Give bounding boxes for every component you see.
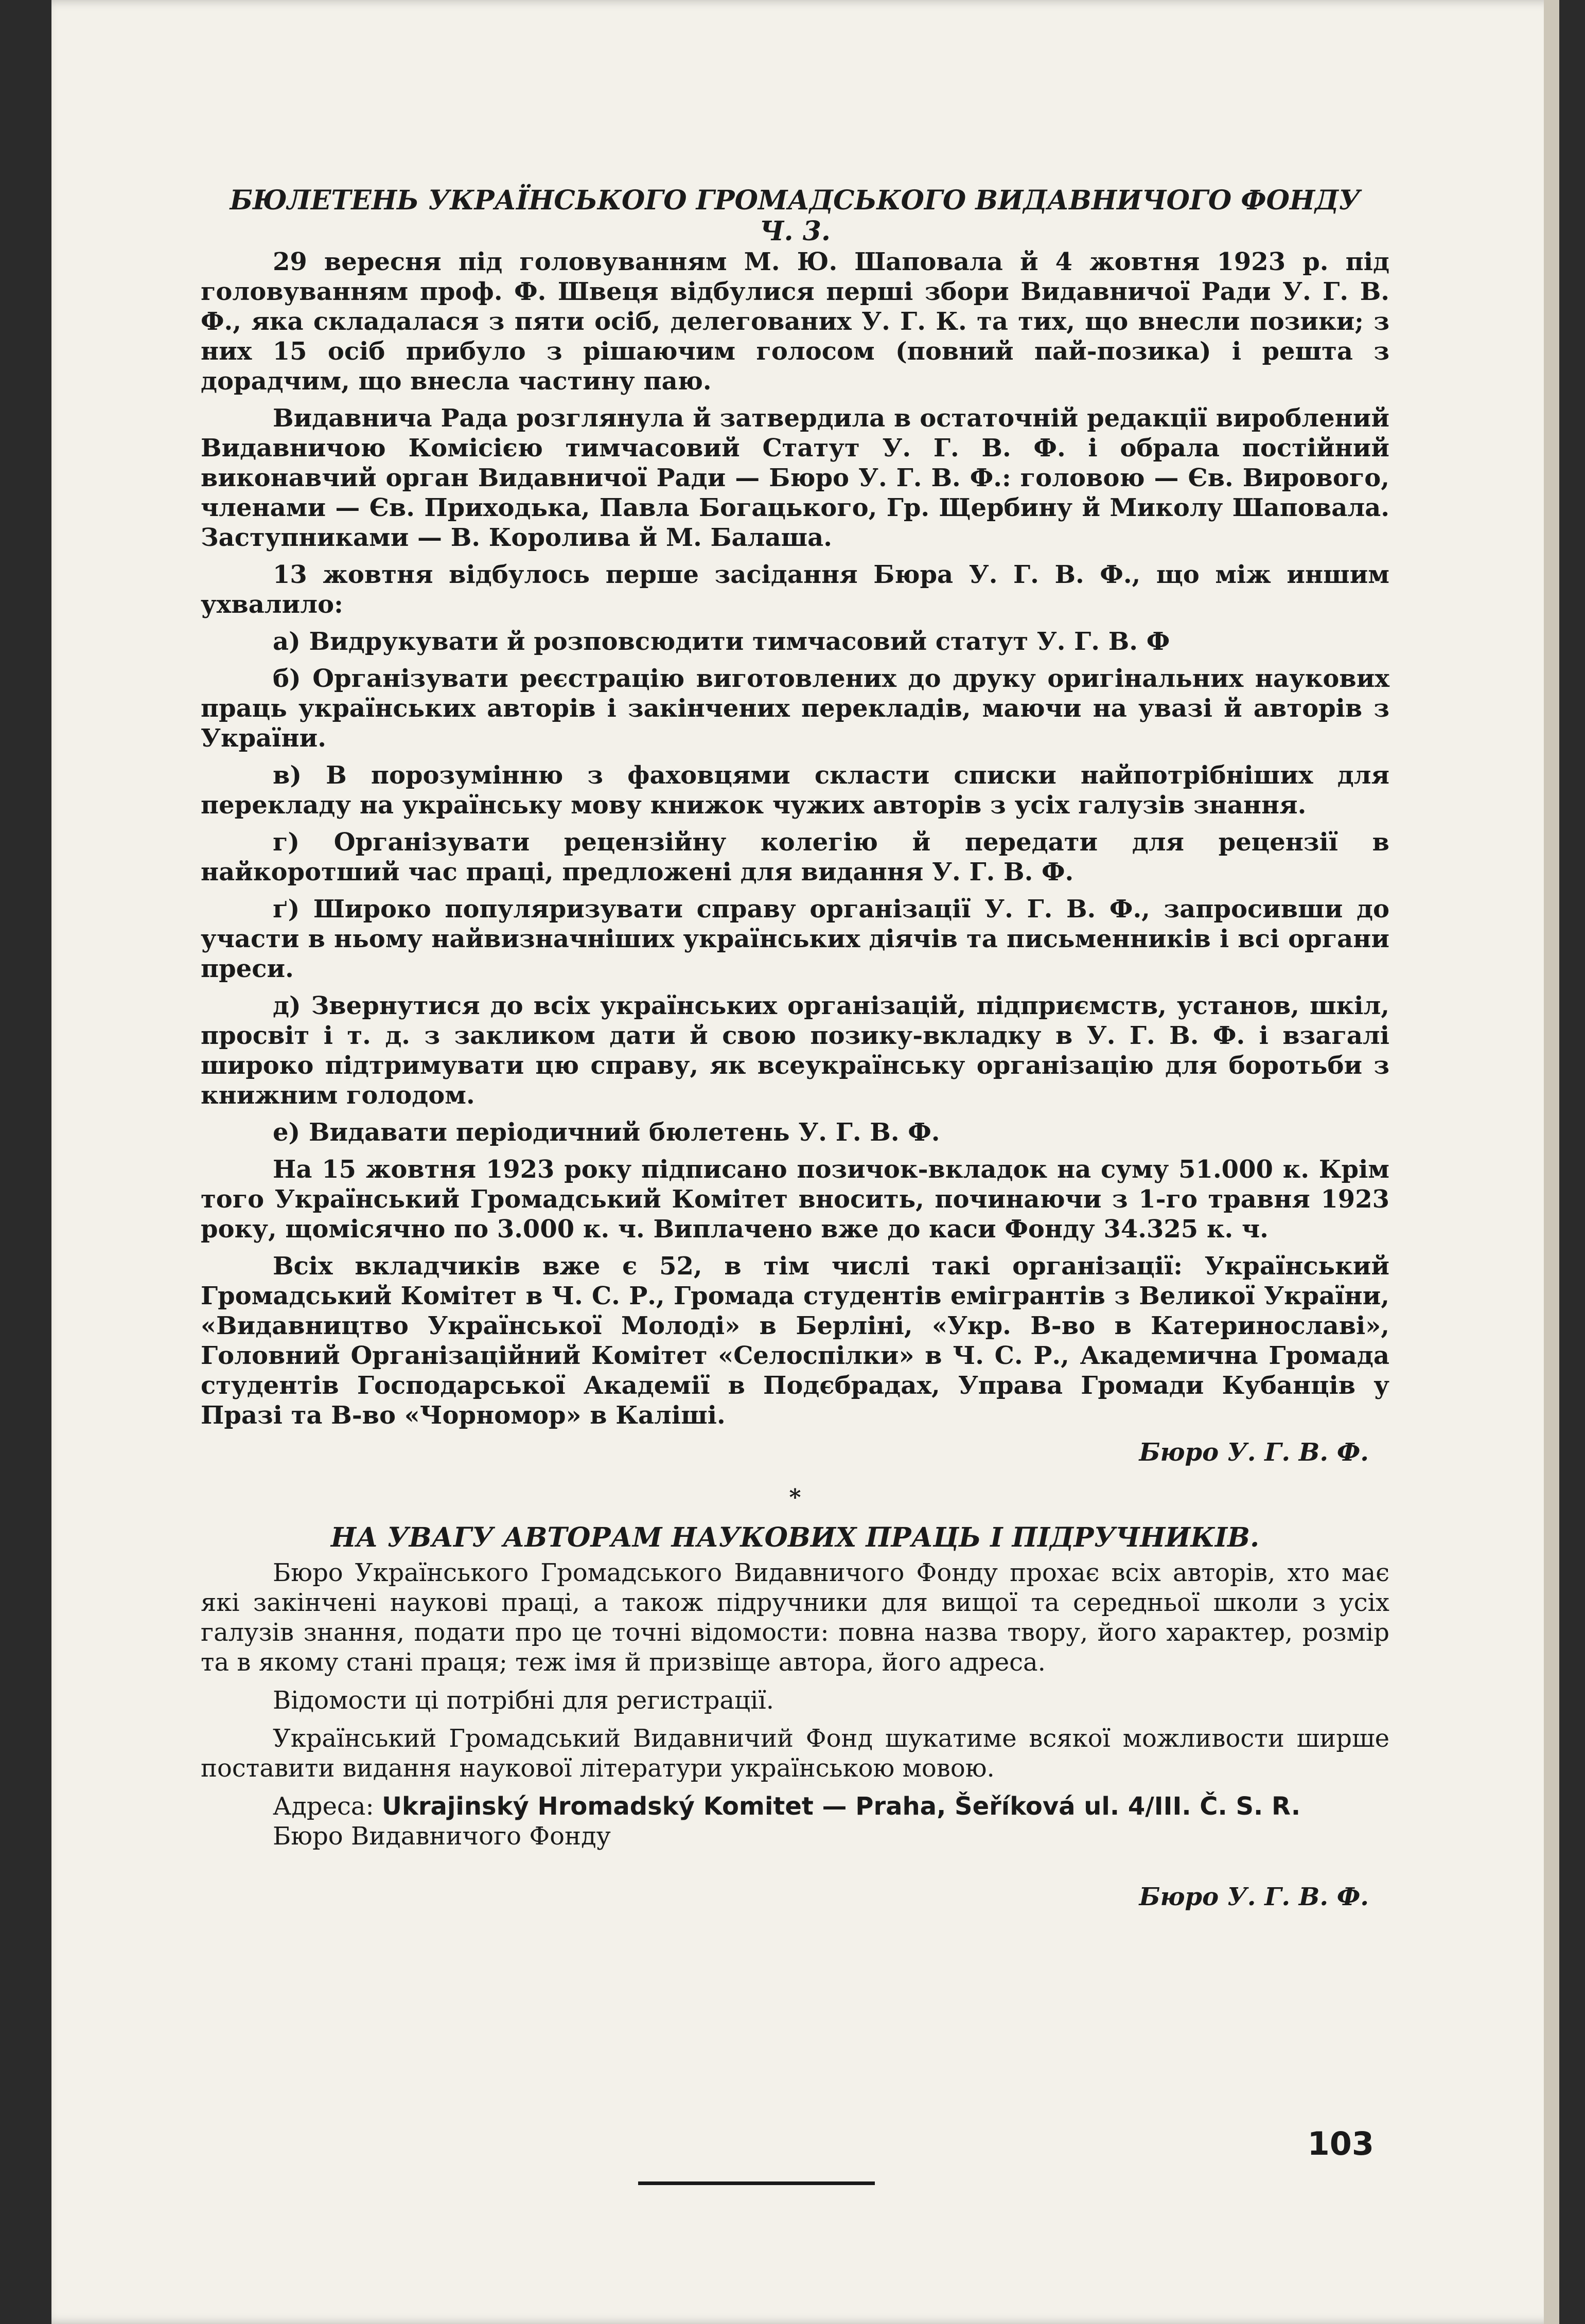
bulletin-list-item: е) Видавати періодичний бюлетень У. Г. В. Ф. bbox=[273, 1118, 940, 1147]
bulletin-paragraph: На 15 жовтня 1923 року підписано позичок-вкладок на суму 51.000 к. Крім того Український Громадський Комітет вносить, починаючи з 1-го травня 1923 року, щомісячно по 3.000 к. ч. Виплачено вже до каси Фонду 34.325 к. ч. bbox=[201, 1155, 1389, 1244]
address-label: Адреса: bbox=[273, 1792, 374, 1821]
bulletin-paragraph: 13 жовтня відбулось перше засідання Бюра У. Г. В. Ф., що між иншим ухвалило: bbox=[201, 560, 1389, 619]
notice-address bbox=[201, 1791, 1389, 1821]
notice-paragraph: Бюро Українського Громадського Видавничого Фонду прохає всіх авторів, хто має які закінчені наукові праці, а також підручники для вищої та середньої школи з усіх галузів знання, подати про це точні відомости: повна назва твору, його характер, розмір та в якому стані праця; теж імя й призвіще автора, його адреса. bbox=[201, 1558, 1389, 1677]
notice-signature: Бюро У. Г. В. Ф. bbox=[1139, 1883, 1369, 1911]
notice-title: НА УВАГУ АВТОРАМ НАУКОВИХ ПРАЦЬ І ПІДРУЧНИКІВ. bbox=[330, 1522, 1260, 1553]
notice-paragraph: Український Громадський Видавничий Фонд шукатиме всякої можливости ширше поставити видання наукової літератури українською мовою. bbox=[201, 1724, 1389, 1783]
end-rule bbox=[638, 2181, 875, 2185]
page-content bbox=[201, 185, 1389, 1927]
notice-address-line2: Бюро Видавничого Фонду bbox=[273, 1822, 611, 1851]
bulletin-list-item: ґ) Широко популяризувати справу організації У. Г. В. Ф., запросивши до участи в ньому найвизначніших українських діячів та письменників і всі органи преси. bbox=[201, 895, 1389, 983]
bulletin-title-line1: БЮЛЕТЕНЬ УКРАЇНСЬКОГО ГРОМАДСЬКОГО ВИДАВНИЧОГО ФОНДУ bbox=[230, 185, 1361, 216]
bulletin-list-item: а) Видрукувати й розповсюдити тимчасовий статут У. Г. В. Ф bbox=[273, 627, 1170, 656]
notice-paragraph: Відомости ці потрібні для регистрації. bbox=[273, 1686, 774, 1715]
bulletin-list-item: г) Організувати рецензійну колегію й передати для рецензії в найкоротший час праці, предложені для видання У. Г. В. Ф. bbox=[201, 828, 1389, 886]
bulletin-title bbox=[201, 185, 1389, 247]
page-edge bbox=[1544, 0, 1559, 2324]
address-value: Ukrajinský Hromadský Komitet — Praha, Šeříková ul. 4/III. Č. S. R. bbox=[381, 1792, 1301, 1821]
book-page bbox=[51, 0, 1559, 2324]
section-separator: * bbox=[789, 1484, 801, 1511]
bulletin-paragraph: Всіх вкладчиків вже є 52, в тім числі такі організації: Український Громадський Комітет в Ч. С. Р., Громада студентів емігрантів з Великої України, «Видавництво Української Молоді» в Берліні, «Укр. В-во в Катеринославі», Головний Організаційний Комітет «Селоспілки» в Ч. С. Р., Академична Громада студентів Господарської Академії в Подєбрадах, Управа Громади Кубанців у Празі та В-во «Чорномор» в Каліші. bbox=[201, 1252, 1389, 1430]
bulletin-list-item: д) Звернутися до всіх українських організацій, підприємств, установ, шкіл, просвіт і т. д. з закликом дати й свою позику-вкладку в У. Г. В. Ф. і взагалі широко підтримувати цю справу, як всеукраїнську організацію для боротьби з книжним голодом. bbox=[201, 991, 1389, 1110]
bulletin-signature: Бюро У. Г. В. Ф. bbox=[1139, 1438, 1369, 1467]
bulletin-list-item: в) В порозумінню з фаховцями скласти списки найпотрібніших для перекладу на українську мову книжок чужих авторів з усіх галузів знання. bbox=[201, 761, 1389, 820]
bulletin-paragraph: Видавнича Рада розглянула й затвердила в остаточній редакції вироблений Видавничою Комісією тимчасовий Статут У. Г. В. Ф. і обрала постійний виконавчий орган Видавничої Ради — Бюро У. Г. В. Ф.: головою — Єв. Вирового, членами — Єв. Приходька, Павла Богацького, Гр. Щербину й Миколу Шаповала. Заступниками — В. Королива й М. Балаша. bbox=[201, 404, 1389, 552]
bulletin-title-line2: Ч. 3. bbox=[760, 216, 831, 247]
bulletin-list-item: б) Організувати реєстрацію виготовлених до друку оригінальних наукових праць українських авторів і закінчених перекладів, маючи на увазі й авторів з України. bbox=[201, 664, 1389, 753]
page-number: 103 bbox=[1307, 2125, 1374, 2162]
bulletin-paragraph: 29 вересня під головуванням М. Ю. Шаповала й 4 жовтня 1923 р. під головуванням проф. Ф. Швеця відбулися перші збори Видавничої Ради У. Г. В. Ф., яка складалася з пяти осіб, делегованих У. Г. К. та тих, що внесли позики; з них 15 осіб прибуло з рішаючим голосом (повний пай-позика) і решта з дорадчим, що внесла частину паю. bbox=[201, 247, 1389, 396]
